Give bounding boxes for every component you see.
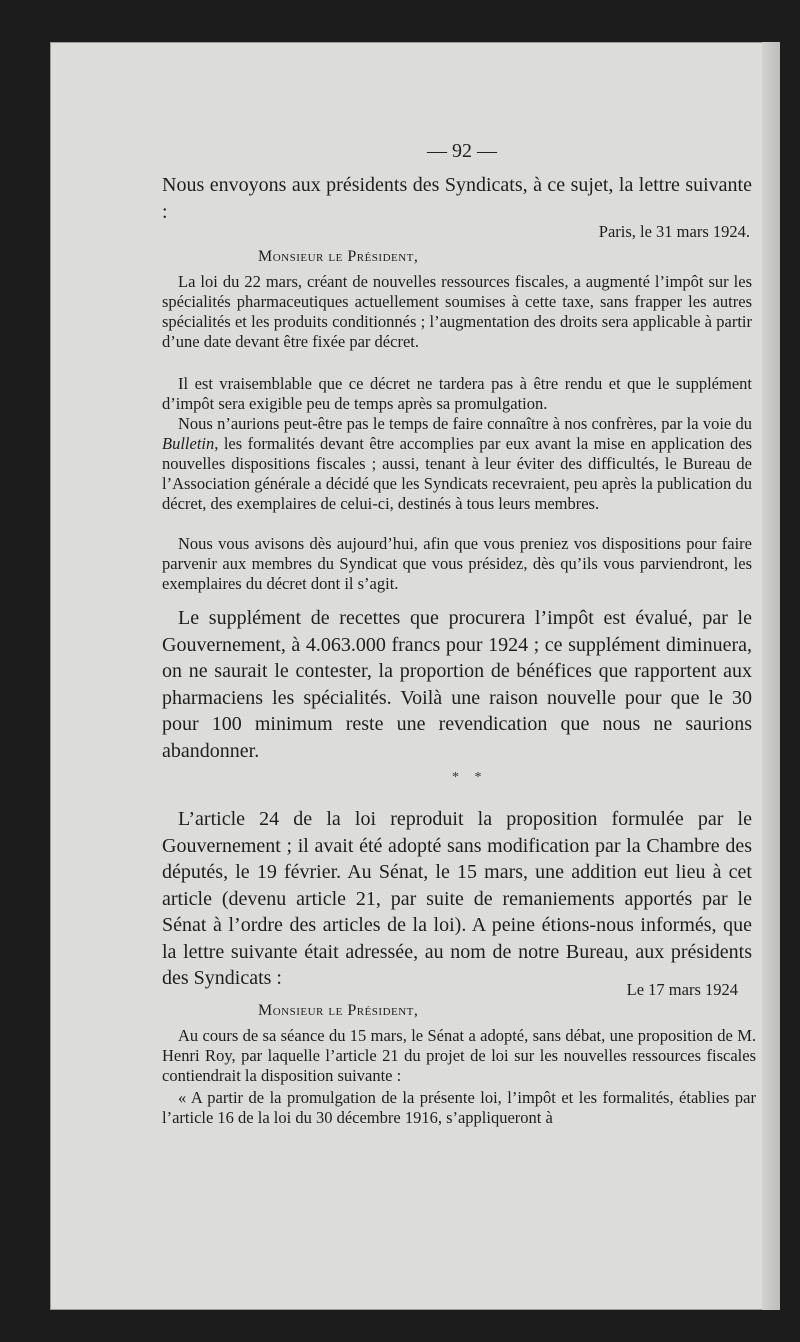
letter1-p3-after: , les formalités devant être accomplies par eux avant la mise en application des nouvelles dispositions fiscales ; aussi, tenant à leur éviter des difficultés, le Bureau de l’Association générale a décidé que les Syndicats recevraient, peu après la publication du décret, des exemplaires de celui-ci, destinés à tous leurs membres.: [162, 434, 752, 513]
letter2-paragraph-1: Au cours de sa séance du 15 mars, le Sénat a adopté, sans débat, une proposition de M. Henri Roy, par laquelle l’article 21 du projet de loi sur les nouvelles ressources fiscales contiendrait la disposition suivante :: [162, 1026, 756, 1085]
letter1-paragraph-3: [162, 414, 752, 514]
article-paragraph: L’article 24 de la loi reproduit la proposition formulée par le Gouvernement ; il avait été adopté sans modification par la Chambre des députés, le 19 février. Au Sénat, le 15 mars, une addition eut lieu à cet article (devenu article 21, par suite de remaniements apportés par le Sénat à l’ordre des articles de la loi). A peine étions-nous informés, que la lettre suivante était adressée, au nom de notre Bureau, aux présidents des Syndicats :: [162, 808, 752, 989]
letter1-paragraph-4: Nous vous avisons dès aujourd’hui, afin que vous preniez vos dispositions pour faire parvenir aux membres du Syndicat que vous présidez, dès qu’ils vous parviendront, les exemplaires du décret dont il s’agit.: [162, 534, 752, 593]
supplement-paragraph: Le supplément de recettes que procurera l’impôt est évalué, par le Gouvernement, à 4.063.000 francs pour 1924 ; ce supplément diminuera, on ne saurait le contester, la proportion de bénéfices que rapportent aux pharmaciens les spécialités. Voilà une raison nouvelle pour que le 30 pour 100 minimum reste une revendication que nous ne saurions abandonner.: [162, 607, 752, 762]
letter2-dateline: Le 17 mars 1924: [626, 980, 738, 999]
bulletin-title: Bulletin: [162, 434, 215, 453]
letter1-paragraph-1: La loi du 22 mars, créant de nouvelles ressources fiscales, a augmenté l’impôt sur les spécialités pharmaceutiques actuellement soumises à cette taxe, sans frapper les autres spécialités et les produits conditionnés ; l’augmentation des droits sera applicable à partir d’une date devant être fixée par décret.: [162, 272, 752, 351]
section-separator: * *: [452, 770, 488, 785]
page-number: — 92 —: [427, 140, 497, 162]
letter1-dateline: Paris, le 31 mars 1924.: [598, 222, 750, 241]
letter1-salutation: Monsieur le Président,: [258, 248, 419, 265]
intro-paragraph: Nous envoyons aux présidents des Syndicats, à ce sujet, la lettre suivante :: [162, 174, 752, 223]
letter2-paragraph-2: « A partir de la promulgation de la présente loi, l’impôt et les formalités, établies par l’article 16 de la loi du 30 décembre 1916, s’appliqueront à: [162, 1088, 756, 1127]
page-edge: [762, 42, 780, 1310]
letter1-paragraph-2: Il est vraisemblable que ce décret ne tardera pas à être rendu et que le supplément d’impôt sera exigible peu de temps après sa promulgation.: [162, 374, 752, 413]
letter1-p3-before: Nous n’aurions peut-être pas le temps de faire connaître à nos confrères, par la voie du: [178, 414, 752, 433]
letter2-salutation: Monsieur le Président,: [258, 1002, 419, 1019]
